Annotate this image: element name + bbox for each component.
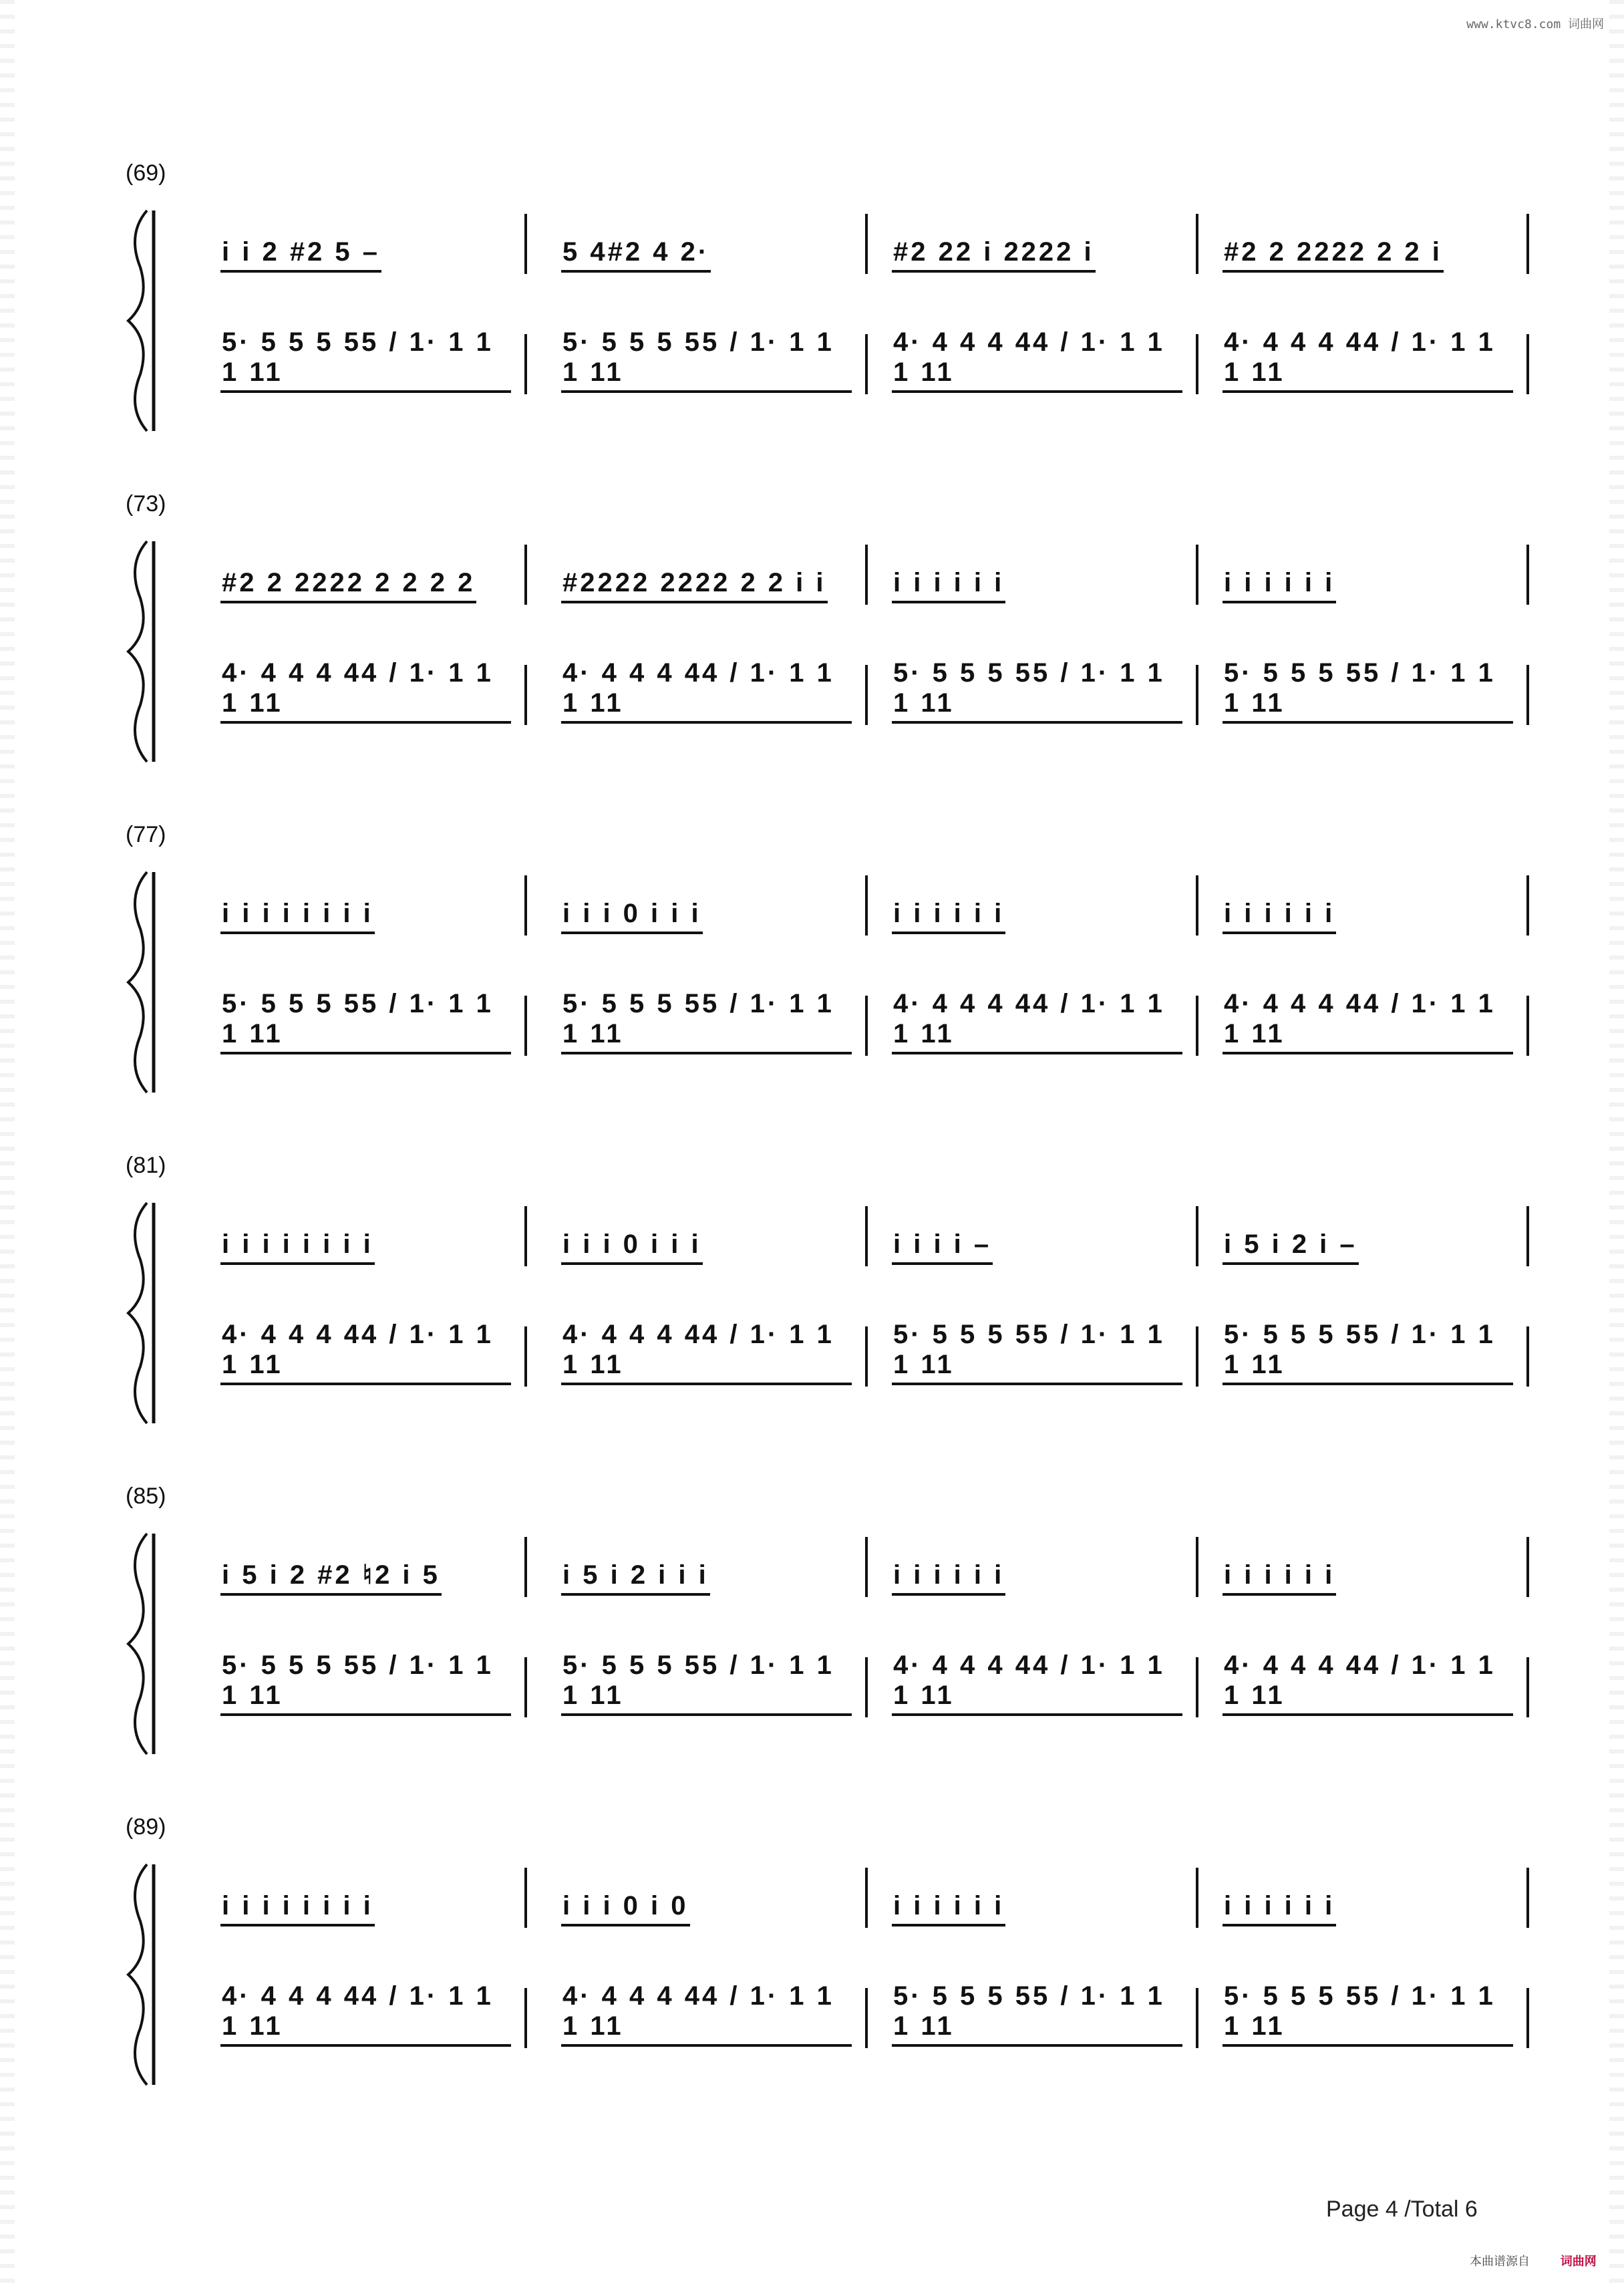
barline xyxy=(1526,1657,1529,1717)
treble-staff xyxy=(194,538,1496,618)
system xyxy=(120,1814,1496,2102)
measure xyxy=(561,207,852,287)
note-group: 4· 4 4 4 44 / 1· 1 1 1 11 xyxy=(892,989,1182,1054)
system xyxy=(120,1483,1496,1771)
note-group: i i i i i i xyxy=(892,1560,1005,1596)
barline xyxy=(1526,996,1529,1056)
barline xyxy=(524,1537,527,1597)
measure xyxy=(220,869,511,949)
note-group: 4· 4 4 4 44 / 1· 1 1 1 11 xyxy=(561,1981,852,2047)
measure xyxy=(892,658,1182,738)
barline xyxy=(865,545,868,605)
grand-staff-brace xyxy=(120,1199,160,1427)
barline xyxy=(865,1988,868,2048)
barline xyxy=(865,214,868,274)
measure xyxy=(561,538,852,618)
barline xyxy=(1526,334,1529,394)
footer-brand xyxy=(1470,2252,1597,2269)
treble-staff xyxy=(194,207,1496,287)
measure xyxy=(892,1981,1182,2061)
measure xyxy=(220,1320,511,1400)
measure-number: (77) xyxy=(126,822,166,847)
measure xyxy=(892,538,1182,618)
barline xyxy=(1196,1988,1198,2048)
measure xyxy=(220,1530,511,1610)
barline xyxy=(1526,214,1529,274)
barline xyxy=(1526,1326,1529,1387)
barline xyxy=(865,875,868,936)
measure-number: (85) xyxy=(126,1483,166,1509)
barline xyxy=(524,1206,527,1266)
measure xyxy=(220,1861,511,1941)
measure xyxy=(220,989,511,1069)
note-group: 5· 5 5 5 55 / 1· 1 1 1 11 xyxy=(561,327,852,393)
note-group: 4· 4 4 4 44 / 1· 1 1 1 11 xyxy=(1223,327,1513,393)
note-group: i i i 0 i i i xyxy=(561,899,703,934)
bass-staff xyxy=(194,327,1496,408)
barline xyxy=(1196,1206,1198,1266)
note-group: i i i i i i i i xyxy=(220,899,375,934)
page-indicator: Page 4 /Total 6 xyxy=(1326,2196,1478,2222)
note-group: 5· 5 5 5 55 / 1· 1 1 1 11 xyxy=(561,989,852,1054)
note-group: #2 22 i 2222 i xyxy=(892,237,1096,273)
note-group: i i i 0 i i i xyxy=(561,1230,703,1265)
barline xyxy=(524,334,527,394)
measure xyxy=(892,1861,1182,1941)
barline xyxy=(1526,665,1529,725)
bass-staff xyxy=(194,658,1496,738)
note-group: i i i i i i i i xyxy=(220,1891,375,1926)
measure xyxy=(892,1320,1182,1400)
note-group: 4· 4 4 4 44 / 1· 1 1 1 11 xyxy=(561,1320,852,1385)
barline xyxy=(1526,1868,1529,1928)
barline xyxy=(1196,214,1198,274)
site-url: www.ktvc8.com 词曲网 xyxy=(1466,17,1604,31)
barline xyxy=(1196,1657,1198,1717)
note-group: #2 2 2222 2 2 i xyxy=(1223,237,1444,273)
measure xyxy=(220,1199,511,1280)
measure xyxy=(561,1530,852,1610)
note-group: i i i i i i xyxy=(1223,1560,1336,1596)
measure xyxy=(1223,538,1513,618)
barline xyxy=(1196,665,1198,725)
measure xyxy=(1223,989,1513,1069)
treble-staff xyxy=(194,1861,1496,1941)
barline xyxy=(524,665,527,725)
system xyxy=(120,822,1496,1109)
measure xyxy=(1223,327,1513,408)
note-group: 5· 5 5 5 55 / 1· 1 1 1 11 xyxy=(1223,1320,1513,1385)
measure xyxy=(1223,1530,1513,1610)
barline xyxy=(865,334,868,394)
measure xyxy=(1223,869,1513,949)
bass-staff xyxy=(194,989,1496,1069)
system xyxy=(120,160,1496,448)
measure xyxy=(561,1320,852,1400)
bass-staff xyxy=(194,1981,1496,2061)
barline xyxy=(1196,1868,1198,1928)
measure xyxy=(1223,207,1513,287)
barline xyxy=(1526,1988,1529,2048)
measure xyxy=(220,1651,511,1731)
note-group: 5· 5 5 5 55 / 1· 1 1 1 11 xyxy=(892,1981,1182,2047)
barline xyxy=(1196,545,1198,605)
note-group: 5· 5 5 5 55 / 1· 1 1 1 11 xyxy=(1223,1981,1513,2047)
brand-logo: 词曲网 xyxy=(1560,2255,1597,2269)
barline xyxy=(524,996,527,1056)
measure xyxy=(892,1530,1182,1610)
note-group: 5· 5 5 5 55 / 1· 1 1 1 11 xyxy=(220,989,511,1054)
barline xyxy=(865,1206,868,1266)
system xyxy=(120,1153,1496,1440)
note-group: i i 2 #2 5 – xyxy=(220,237,381,273)
measure xyxy=(561,327,852,408)
barline xyxy=(1196,875,1198,936)
barline xyxy=(524,1326,527,1387)
barline xyxy=(1526,545,1529,605)
barline xyxy=(865,996,868,1056)
note-group: 5 4#2 4 2· xyxy=(561,237,711,273)
note-group: i i i i i i xyxy=(1223,1891,1336,1926)
grand-staff-brace xyxy=(120,1861,160,2088)
measure xyxy=(220,1981,511,2061)
note-group: 5· 5 5 5 55 / 1· 1 1 1 11 xyxy=(1223,658,1513,724)
measure xyxy=(892,1651,1182,1731)
barline xyxy=(1526,1537,1529,1597)
barline xyxy=(865,1657,868,1717)
grand-staff-brace xyxy=(120,869,160,1096)
measure xyxy=(892,327,1182,408)
measure xyxy=(892,989,1182,1069)
brand-text: 本曲谱源自 xyxy=(1470,2255,1530,2269)
note-group: 5· 5 5 5 55 / 1· 1 1 1 11 xyxy=(892,1320,1182,1385)
grand-staff-brace xyxy=(120,1530,160,1757)
note-group: 5· 5 5 5 55 / 1· 1 1 1 11 xyxy=(220,1651,511,1716)
bass-staff xyxy=(194,1320,1496,1400)
barline xyxy=(1196,1537,1198,1597)
grand-staff-brace xyxy=(120,538,160,765)
measure xyxy=(561,1981,852,2061)
note-group: 5· 5 5 5 55 / 1· 1 1 1 11 xyxy=(561,1651,852,1716)
measure xyxy=(220,538,511,618)
note-group: i 5 i 2 i i i xyxy=(561,1560,710,1596)
note-group: i 5 i 2 #2 ♮2 i 5 xyxy=(220,1560,442,1596)
note-group: i i i 0 i 0 xyxy=(561,1891,690,1926)
note-group: 4· 4 4 4 44 / 1· 1 1 1 11 xyxy=(892,1651,1182,1716)
note-group: 4· 4 4 4 44 / 1· 1 1 1 11 xyxy=(1223,1651,1513,1716)
note-group: 4· 4 4 4 44 / 1· 1 1 1 11 xyxy=(892,327,1182,393)
note-group: 5· 5 5 5 55 / 1· 1 1 1 11 xyxy=(220,327,511,393)
measure xyxy=(561,1651,852,1731)
measure xyxy=(561,658,852,738)
treble-staff xyxy=(194,1199,1496,1280)
measure xyxy=(1223,1199,1513,1280)
barline xyxy=(524,545,527,605)
barline xyxy=(524,875,527,936)
measure xyxy=(561,989,852,1069)
note-group: i i i i i i xyxy=(892,568,1005,603)
note-group: i i i i i i xyxy=(892,899,1005,934)
barline xyxy=(524,1988,527,2048)
measure xyxy=(220,658,511,738)
measure xyxy=(561,869,852,949)
treble-staff xyxy=(194,869,1496,949)
measure xyxy=(1223,1861,1513,1941)
barline xyxy=(865,1537,868,1597)
measure xyxy=(1223,658,1513,738)
note-group: 5· 5 5 5 55 / 1· 1 1 1 11 xyxy=(892,658,1182,724)
note-group: i i i i i i xyxy=(892,1891,1005,1926)
barline xyxy=(865,1326,868,1387)
barline xyxy=(865,1868,868,1928)
barline xyxy=(865,665,868,725)
barline xyxy=(1196,334,1198,394)
barline xyxy=(1526,1206,1529,1266)
measure-number: (69) xyxy=(126,160,166,186)
system xyxy=(120,491,1496,778)
left-watermark-strip xyxy=(0,0,15,2284)
note-group: 4· 4 4 4 44 / 1· 1 1 1 11 xyxy=(220,1320,511,1385)
measure xyxy=(561,1199,852,1280)
measure xyxy=(1223,1320,1513,1400)
note-group: 4· 4 4 4 44 / 1· 1 1 1 11 xyxy=(1223,989,1513,1054)
note-group: i i i i – xyxy=(892,1230,993,1265)
measure xyxy=(892,1199,1182,1280)
note-group: i i i i i i xyxy=(1223,568,1336,603)
measure xyxy=(892,869,1182,949)
note-group: i i i i i i i i xyxy=(220,1230,375,1265)
measure xyxy=(892,207,1182,287)
note-group: 4· 4 4 4 44 / 1· 1 1 1 11 xyxy=(220,658,511,724)
barline xyxy=(524,1657,527,1717)
measure xyxy=(220,207,511,287)
measure xyxy=(220,327,511,408)
barline xyxy=(1196,996,1198,1056)
note-group: i 5 i 2 i – xyxy=(1223,1230,1359,1265)
barline xyxy=(1526,875,1529,936)
right-watermark-strip xyxy=(1609,0,1624,2284)
measure xyxy=(1223,1651,1513,1731)
measure-number: (81) xyxy=(126,1153,166,1178)
note-group: #2 2 2222 2 2 2 2 xyxy=(220,568,476,603)
measure xyxy=(561,1861,852,1941)
note-group: #2222 2222 2 2 i i xyxy=(561,568,828,603)
note-group: 4· 4 4 4 44 / 1· 1 1 1 11 xyxy=(220,1981,511,2047)
grand-staff-brace xyxy=(120,207,160,434)
barline xyxy=(524,214,527,274)
barline xyxy=(524,1868,527,1928)
measure-number: (89) xyxy=(126,1814,166,1840)
measure-number: (73) xyxy=(126,491,166,517)
bass-staff xyxy=(194,1651,1496,1731)
note-group: i i i i i i xyxy=(1223,899,1336,934)
measure xyxy=(1223,1981,1513,2061)
barline xyxy=(1196,1326,1198,1387)
treble-staff xyxy=(194,1530,1496,1610)
note-group: 4· 4 4 4 44 / 1· 1 1 1 11 xyxy=(561,658,852,724)
